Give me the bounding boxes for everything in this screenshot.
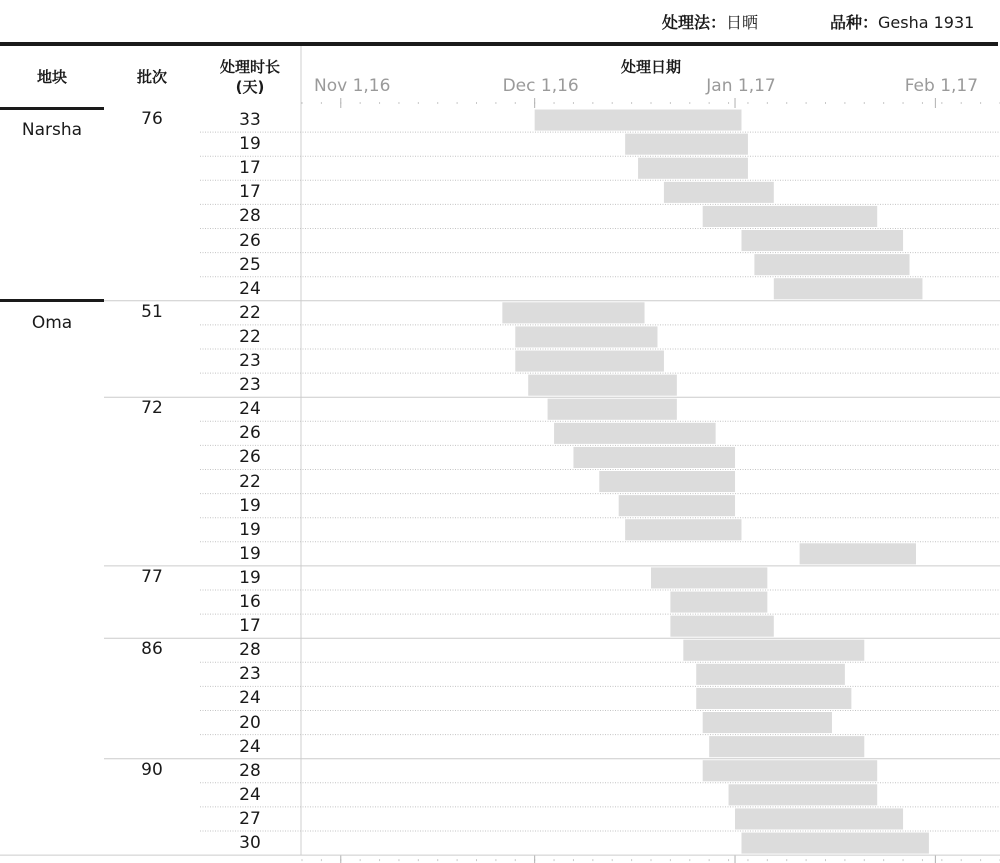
processing-bar xyxy=(664,182,774,203)
batch-label: 86 xyxy=(141,639,163,660)
processing-bar xyxy=(619,495,735,516)
processing-bar xyxy=(554,423,716,444)
processing-bar xyxy=(502,302,644,323)
processing-bar xyxy=(735,808,903,829)
duration-value: 22 xyxy=(239,326,261,347)
duration-value: 16 xyxy=(239,592,261,612)
processing-bar xyxy=(729,784,878,805)
processing-bar xyxy=(683,640,864,661)
duration-value: 27 xyxy=(239,808,261,829)
duration-value: 20 xyxy=(239,712,261,733)
batch-label: 76 xyxy=(141,109,163,129)
plot-column-header: 地块 xyxy=(36,68,67,86)
method-label: 处理法： xyxy=(662,13,727,32)
variety-value: Gesha 1931 xyxy=(878,13,975,32)
duration-header-line2: (天) xyxy=(235,78,265,96)
plot-marker-bar xyxy=(0,299,104,302)
duration-value: 22 xyxy=(239,302,261,323)
processing-bar xyxy=(573,447,735,468)
plot-marker-bar xyxy=(0,107,104,110)
duration-value: 19 xyxy=(239,519,261,540)
duration-value: 17 xyxy=(239,158,261,179)
processing-bar xyxy=(670,616,773,637)
batch-label: 77 xyxy=(141,566,163,587)
batch-label: 51 xyxy=(141,301,163,322)
duration-value: 28 xyxy=(239,640,261,661)
processing-bar xyxy=(703,712,832,733)
duration-value: 24 xyxy=(239,784,261,805)
variety-label: 品种： xyxy=(830,13,879,32)
duration-value: 28 xyxy=(239,760,261,781)
duration-value: 19 xyxy=(239,567,261,588)
processing-bar xyxy=(709,736,864,757)
x-tick-label: Feb 1,17 xyxy=(904,76,979,96)
duration-value: 19 xyxy=(239,134,261,155)
processing-bar xyxy=(515,351,664,372)
duration-value: 19 xyxy=(239,543,261,564)
processing-bar xyxy=(703,206,878,227)
processing-bar xyxy=(703,760,878,781)
method-value: 日晒 xyxy=(726,13,759,32)
plot-label: Narsha xyxy=(21,120,83,140)
processing-bar xyxy=(754,254,909,275)
duration-value: 26 xyxy=(239,447,261,468)
batch-label: 90 xyxy=(141,759,163,780)
processing-bar xyxy=(741,230,903,251)
duration-value: 17 xyxy=(239,616,261,637)
duration-value: 25 xyxy=(239,254,261,275)
processing-bar xyxy=(599,471,735,492)
batch-label: 72 xyxy=(141,398,163,419)
processing-bar xyxy=(515,326,657,347)
processing-bar xyxy=(638,158,748,179)
duration-value: 23 xyxy=(239,351,261,371)
processing-bar xyxy=(651,567,767,588)
duration-value: 19 xyxy=(239,495,261,516)
batch-column-header: 批次 xyxy=(136,68,167,86)
processing-bar xyxy=(696,688,851,709)
duration-value: 22 xyxy=(239,471,261,492)
date-column-header: 处理日期 xyxy=(620,58,681,76)
processing-bar xyxy=(800,543,916,564)
processing-bar xyxy=(625,134,748,155)
duration-value: 26 xyxy=(239,230,261,251)
processing-bar xyxy=(670,592,767,613)
processing-bar xyxy=(535,110,742,131)
plot-label: Oma xyxy=(31,312,73,333)
duration-value: 33 xyxy=(239,110,261,130)
duration-header-line1: 处理时长 xyxy=(219,58,280,76)
duration-value: 30 xyxy=(239,833,261,853)
processing-bar xyxy=(774,278,923,299)
duration-value: 17 xyxy=(239,182,261,203)
duration-value: 23 xyxy=(239,375,261,396)
processing-bar xyxy=(741,833,928,854)
duration-value: 28 xyxy=(239,206,261,227)
duration-value: 26 xyxy=(239,423,261,444)
duration-value: 24 xyxy=(239,736,261,757)
duration-value: 24 xyxy=(239,278,261,299)
x-tick-label: Dec 1,16 xyxy=(502,76,579,96)
processing-bar xyxy=(548,399,677,420)
x-tick-label: Nov 1,16 xyxy=(314,76,391,96)
processing-bar xyxy=(696,664,845,685)
duration-value: 23 xyxy=(239,664,261,685)
processing-bar xyxy=(528,375,677,396)
duration-value: 24 xyxy=(239,688,261,709)
processing-bar xyxy=(625,519,741,540)
duration-value: 24 xyxy=(239,399,261,420)
x-tick-label: Jan 1,17 xyxy=(706,76,776,96)
